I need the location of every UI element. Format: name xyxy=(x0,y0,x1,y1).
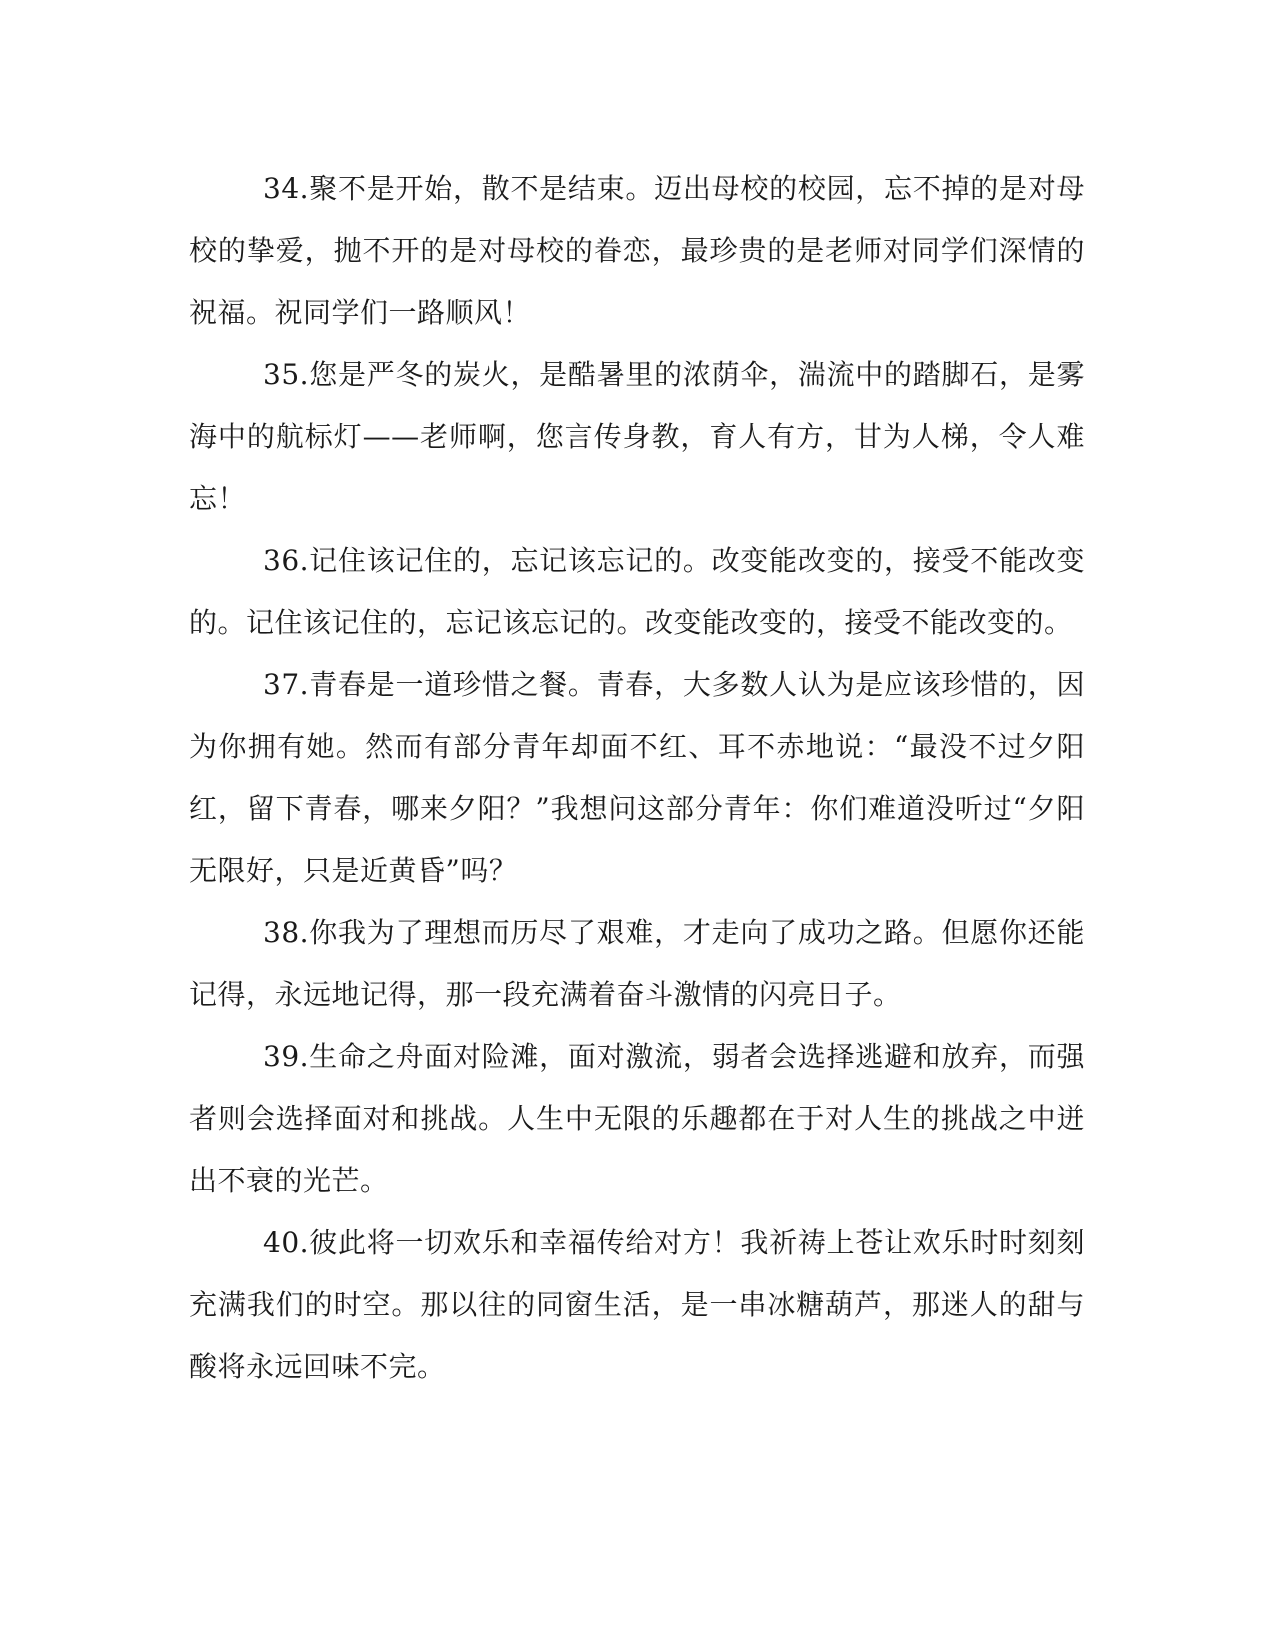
document-body xyxy=(189,158,1085,1398)
paragraph-37: 37.青春是一道珍惜之餐。青春，大多数人认为是应该珍惜的，因为你拥有她。然而有部分青年却面不红、耳不赤地说：“最没不过夕阳红，留下青春，哪来夕阳？”我想问这部分青年：你们难道没听过“夕阳无限好，只是近黄昏”吗？ xyxy=(189,668,1085,887)
paragraph-38: 38.你我为了理想而历尽了艰难，才走向了成功之路。但愿你还能记得，永远地记得，那一段充满着奋斗激情的闪亮日子。 xyxy=(189,916,1085,1011)
paragraph-39: 39.生命之舟面对险滩，面对激流，弱者会选择逃避和放弃，而强者则会选择面对和挑战。人生中无限的乐趣都在于对人生的挑战之中迸出不衰的光芒。 xyxy=(189,1040,1085,1197)
paragraph-40: 40.彼此将一切欢乐和幸福传给对方！我祈祷上苍让欢乐时时刻刻充满我们的时空。那以往的同窗生活，是一串冰糖葫芦，那迷人的甜与酸将永远回味不完。 xyxy=(189,1226,1085,1383)
paragraph-34: 34.聚不是开始，散不是结束。迈出母校的校园，忘不掉的是对母校的挚爱，抛不开的是对母校的眷恋，最珍贵的是老师对同学们深情的祝福。祝同学们一路顺风！ xyxy=(189,172,1085,329)
paragraph-36: 36.记住该记住的，忘记该忘记的。改变能改变的，接受不能改变的。记住该记住的，忘记该忘记的。改变能改变的，接受不能改变的。 xyxy=(189,544,1085,639)
paragraph-35: 35.您是严冬的炭火，是酷暑里的浓荫伞，湍流中的踏脚石，是雾海中的航标灯——老师啊，您言传身教，育人有方，甘为人梯，令人难忘！ xyxy=(189,358,1085,515)
